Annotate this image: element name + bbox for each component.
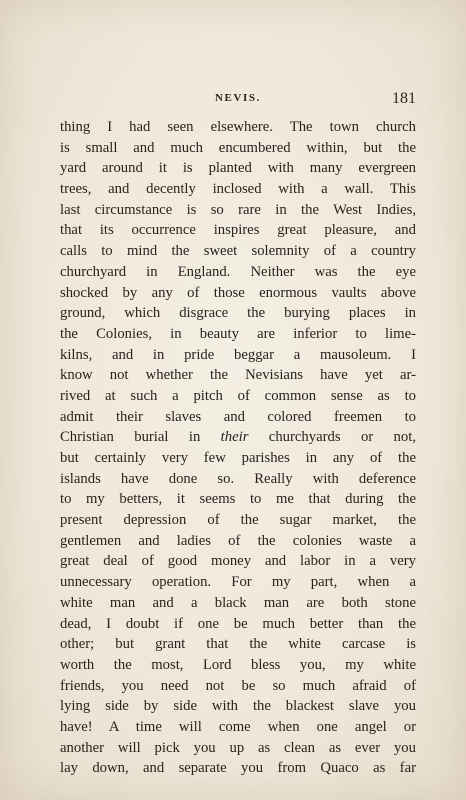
text-line: dead, I doubt if one be much better than the bbox=[60, 615, 416, 632]
text-line: other; but grant that the white carcase is bbox=[60, 636, 416, 653]
text-line-with-italic bbox=[60, 427, 416, 448]
text-line: churchyard in England. Neither was the eye bbox=[60, 263, 416, 280]
text-line: kilns, and in pride beggar a mausoleum. I bbox=[60, 346, 416, 363]
text-line: the Colonies, in beauty are inferior to lime- bbox=[60, 325, 416, 342]
text-line: lay down, and separate you from Quaco as far bbox=[60, 760, 416, 777]
text-line: friends, you need not be so much afraid of bbox=[60, 677, 416, 694]
text-line: to my betters, it seems to me that during the bbox=[60, 491, 416, 508]
text-line: another will pick you up as clean as ever you bbox=[60, 739, 416, 756]
text-line: gentlemen and ladies of the colonies waste a bbox=[60, 532, 416, 549]
text-line: islands have done so. Really with deference bbox=[60, 470, 416, 487]
text-line: lying side by side with the blackest slave you bbox=[60, 698, 416, 715]
text-line: but certainly very few parishes in any of the bbox=[60, 450, 416, 466]
text-line: admit their slaves and colored freemen to bbox=[60, 408, 416, 425]
page-number: 181 bbox=[392, 90, 416, 107]
text-line: is small and much encumbered within, but the bbox=[60, 139, 416, 156]
running-head bbox=[60, 90, 416, 110]
text-line: yard around it is planted with many evergreen bbox=[60, 160, 416, 177]
text-line: great deal of good money and labor in a very bbox=[60, 553, 416, 570]
text-line: unnecessary operation. For my part, when a bbox=[60, 574, 416, 591]
italic-word: their bbox=[220, 429, 249, 446]
text-line: trees, and decently inclosed with a wall. This bbox=[60, 181, 416, 198]
text-line: last circumstance is so rare in the West Indies, bbox=[60, 201, 416, 218]
text-line: have! A time will come when one angel or bbox=[60, 718, 416, 735]
text-line: that its occurrence inspires great pleasure, and bbox=[60, 222, 416, 239]
text-line: rived at such a pitch of common sense as to bbox=[60, 387, 416, 404]
text-line: shocked by any of those enormous vaults above bbox=[60, 284, 416, 301]
body-text bbox=[60, 117, 416, 779]
line-start: Christian burial in bbox=[60, 429, 221, 446]
text-line: white man and a black man are both stone bbox=[60, 594, 416, 611]
text-line: calls to mind the sweet solemnity of a country bbox=[60, 243, 416, 260]
line-end: churchyards or not, bbox=[248, 429, 416, 446]
text-line: thing I had seen elsewhere. The town church bbox=[60, 119, 416, 135]
text-line: worth the most, Lord bless you, my white bbox=[60, 656, 416, 673]
text-line: know not whether the Nevisians have yet ar- bbox=[60, 367, 416, 384]
text-line: present depression of the sugar market, the bbox=[60, 512, 416, 529]
running-title: NEVIS. bbox=[215, 92, 261, 104]
text-line: ground, which disgrace the burying places in bbox=[60, 305, 416, 322]
